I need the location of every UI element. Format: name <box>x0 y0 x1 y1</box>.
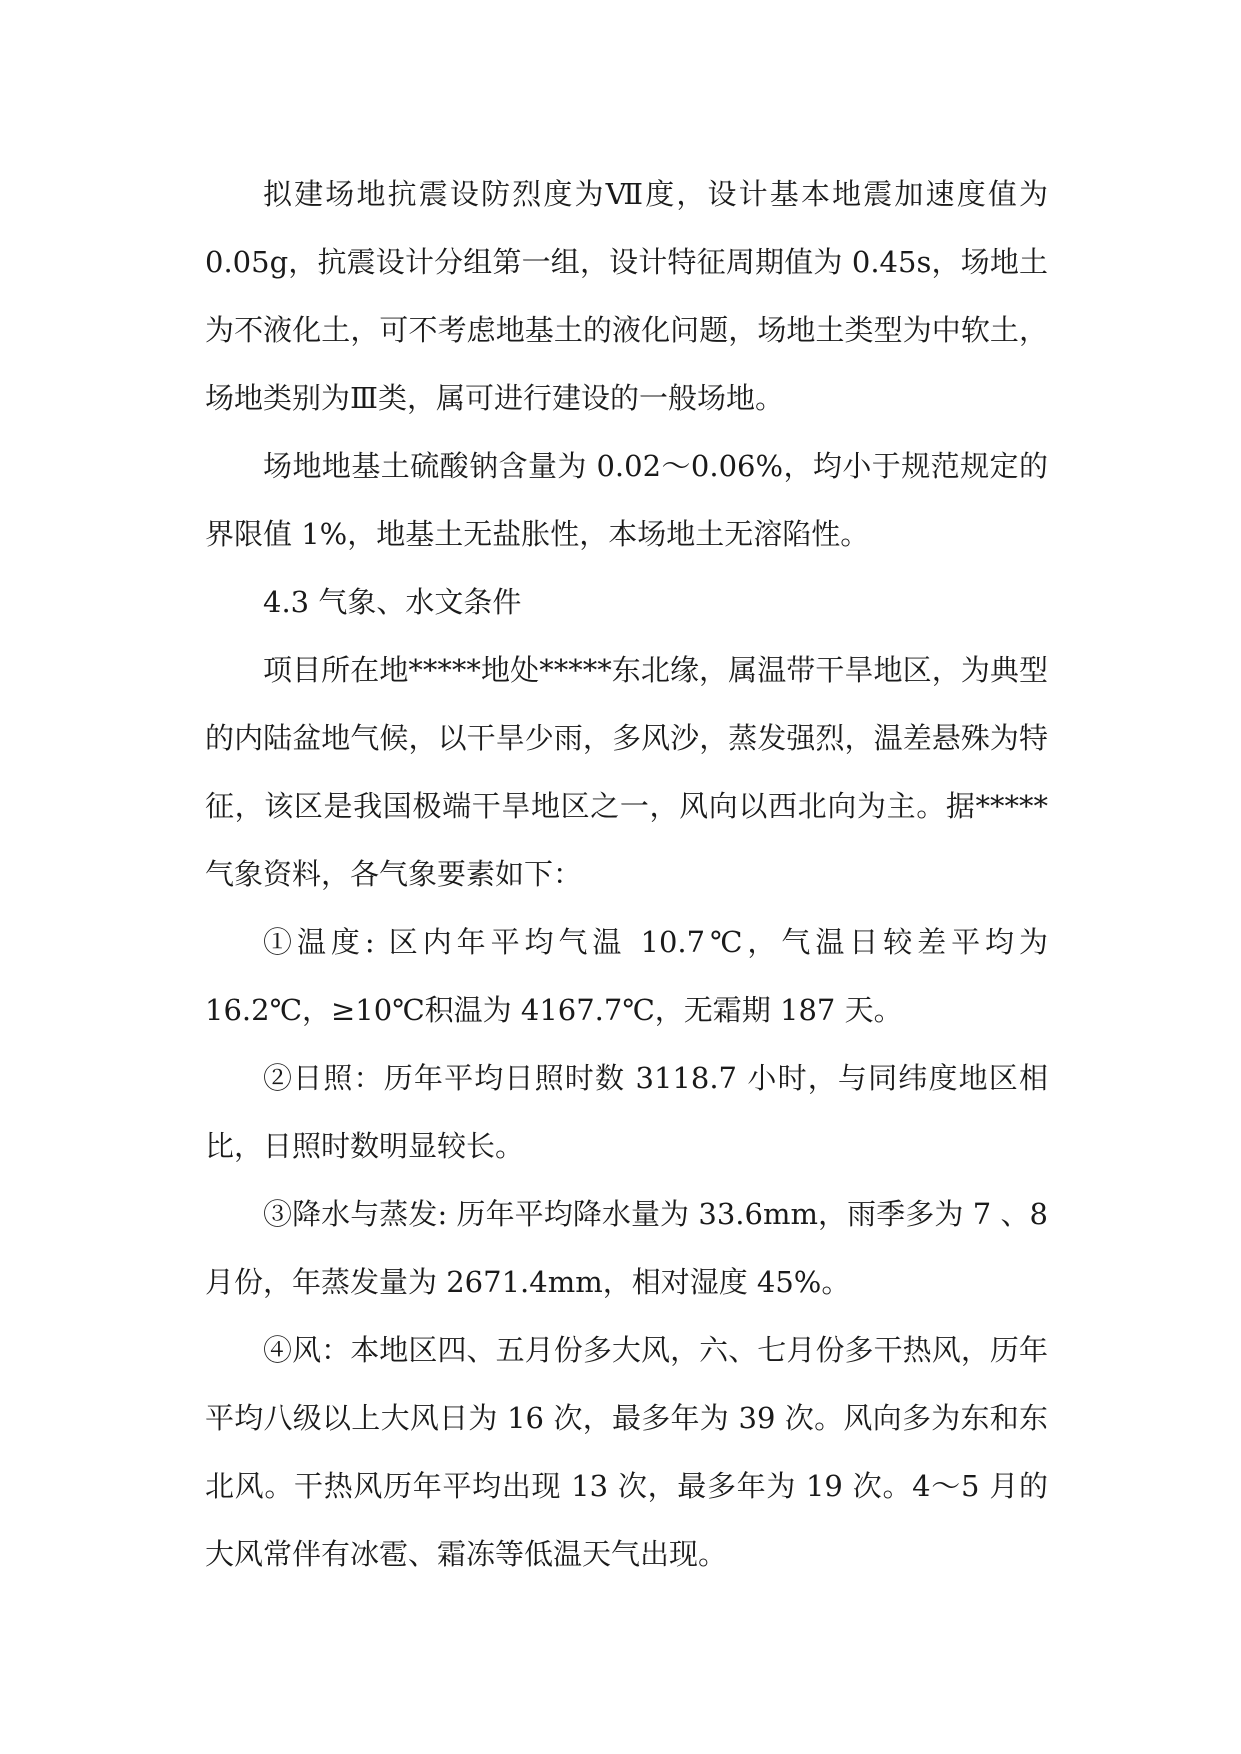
paragraph-sunshine: ②日照：历年平均日照时数 3118.7 小时，与同纬度地区相比，日照时数明显较长。 <box>205 1061 1048 1163</box>
paragraph-precipitation: ③降水与蒸发: 历年平均降水量为 33.6mm，雨季多为 7 、8 月份，年蒸发量为 2671.4mm，相对湿度 45%。 <box>205 1197 1048 1299</box>
paragraph-wind: ④风：本地区四、五月份多大风，六、七月份多干热风，历年平均八级以上大风日为 16 次，最多年为 39 次。风向多为东和东北风。干热风历年平均出现 13 次，最多年为 19 次。4～5 月的大风常伴有冰雹、霜冻等低温天气出现。 <box>205 1333 1048 1571</box>
section-heading-climate: 4.3 气象、水文条件 <box>263 585 522 619</box>
document-body <box>205 160 1048 1588</box>
paragraph-seismic: 拟建场地抗震设防烈度为Ⅶ度，设计基本地震加速度值为0.05g，抗震设计分组第一组，设计特征周期值为 0.45s，场地土为不液化土，可不考虑地基土的液化问题，场地土类型为中软土，场地类别为Ⅲ类，属可进行建设的一般场地。 <box>205 177 1048 415</box>
paragraph-temperature: ①温度: 区内年平均气温 10.7℃，气温日较差平均为 16.2℃，≥10℃积温为 4167.7℃，无霜期 187 天。 <box>205 925 1048 1027</box>
paragraph-climate-overview: 项目所在地*****地处*****东北缘，属温带干旱地区，为典型的内陆盆地气候，以干旱少雨，多风沙，蒸发强烈，温差悬殊为特征，该区是我国极端干旱地区之一，风向以西北向为主。据*****气象资料，各气象要素如下： <box>205 653 1048 891</box>
paragraph-soil-sulfate: 场地地基土硫酸钠含量为 0.02～0.06%，均小于规范规定的界限值 1%，地基土无盐胀性，本场地土无溶陷性。 <box>205 449 1048 551</box>
